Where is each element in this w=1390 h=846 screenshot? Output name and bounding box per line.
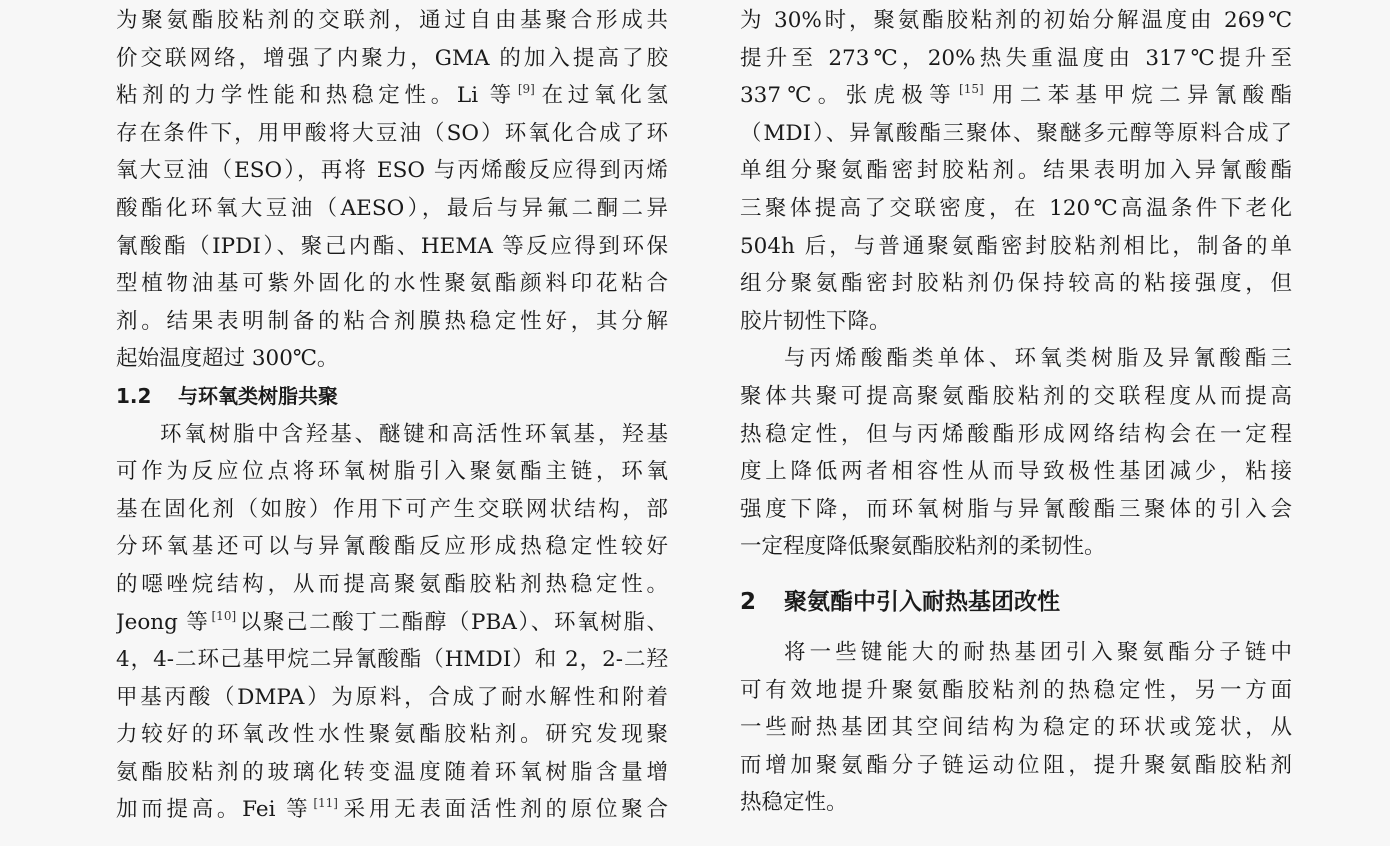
section-spacer — [740, 622, 1292, 634]
citation-ref[interactable]: [10] — [211, 608, 237, 623]
citation-ref[interactable]: [11] — [313, 796, 338, 811]
text-line: 度上降低两者相容性从而导致极性基团减少，粘接 — [740, 459, 1292, 485]
text-line: 胶片韧性下降。 — [740, 308, 891, 334]
text-line: 可有效地提升聚氨酯胶粘剂的热稳定性，另一方面 — [740, 677, 1292, 703]
paragraph — [116, 416, 668, 830]
text-line: 为聚氨酯胶粘剂的交联剂，通过自由基聚合形成共 — [116, 8, 668, 33]
paragraph — [116, 2, 668, 378]
section-spacer — [740, 566, 1292, 582]
text-segment: 加而提高。Fei 等 — [116, 797, 312, 823]
text-line: 氰酸酯（IPDI）、聚己内酯、HEMA 等反应得到环保 — [116, 233, 668, 259]
section-number: 1.2 — [116, 383, 152, 408]
text-line: （MDI）、异氰酸酯三聚体、聚醚多元醇等原料合成了 — [740, 120, 1292, 146]
text-line — [116, 791, 668, 829]
text-line: 型植物油基可紫外固化的水性聚氨酯颜料印花粘合 — [116, 271, 668, 297]
text-segment: 337℃。张虎极等 — [740, 83, 958, 109]
text-line: 聚体共聚可提高聚氨酯胶粘剂的交联程度从而提高 — [740, 383, 1292, 409]
text-line: 而增加聚氨酯分子链运动位阻，提升聚氨酯胶粘剂 — [740, 752, 1292, 778]
text-segment: 粘剂的力学性能和热稳定性。Li 等 — [116, 83, 516, 109]
text-line: 将一些键能大的耐热基团引入聚氨酯分子链中 — [784, 639, 1292, 665]
citation-ref[interactable]: [9] — [517, 82, 535, 97]
text-line: 为 30%时，聚氨酯胶粘剂的初始分解温度由 269℃ — [740, 8, 1292, 33]
paragraph — [740, 340, 1292, 566]
text-line: 分环氧基还可以与异氰酸酯反应形成热稳定性较好 — [116, 534, 668, 560]
text-line: 与丙烯酸酯类单体、环氧类树脂及异氰酸酯三 — [784, 346, 1292, 372]
text-line: 价交联网络，增强了内聚力，GMA 的加入提高了胶 — [116, 45, 668, 71]
text-line: 4，4-二环己基甲烷二异氰酸酯（HMDI）和 2，2-二羟 — [116, 647, 668, 673]
text-line: 酸酯化环氧大豆油（AESO），最后与异氟二酮二异 — [116, 195, 668, 221]
text-line: 单组分聚氨酯密封胶粘剂。结果表明加入异氰酸酯 — [740, 158, 1292, 184]
right-column — [740, 2, 1292, 822]
text-line: 甲基丙酸（DMPA）为原料，合成了耐水解性和附着 — [116, 684, 668, 710]
text-line: 力较好的环氧改性水性聚氨酯胶粘剂。研究发现聚 — [116, 722, 668, 748]
paragraph — [740, 2, 1292, 340]
text-line: 剂。结果表明制备的粘合剂膜热稳定性好，其分解 — [116, 308, 668, 334]
text-line: 起始温度超过 300℃。 — [116, 346, 339, 372]
text-line: 环氧树脂中含羟基、醚键和高活性环氧基，羟基 — [160, 421, 668, 447]
text-line: 可作为反应位点将环氧树脂引入聚氨酯主链，环氧 — [116, 459, 668, 485]
text-line: 一些耐热基团其空间结构为稳定的环状或笼状，从 — [740, 715, 1292, 741]
text-segment: 在过氧化氢 — [536, 83, 668, 109]
paragraph — [740, 634, 1292, 822]
text-line: 基在固化剂（如胺）作用下可产生交联网状结构，部 — [116, 496, 668, 522]
text-line — [740, 77, 1292, 115]
text-line: 存在条件下，用甲酸将大豆油（SO）环氧化合成了环 — [116, 120, 668, 146]
text-line: 组分聚氨酯密封胶粘剂仍保持较高的粘接强度，但 — [740, 271, 1292, 297]
text-line: 氧大豆油（ESO），再将 ESO 与丙烯酸反应得到丙烯 — [116, 158, 668, 184]
text-line: 三聚体提高了交联密度，在 120℃高温条件下老化 — [740, 195, 1292, 221]
text-line: 热稳定性，但与丙烯酸酯形成网络结构会在一定程 — [740, 421, 1292, 447]
text-segment: 采用无表面活性剂的原位聚合 — [339, 797, 668, 823]
text-line: 504h 后，与普通聚氨酯密封胶粘剂相比，制备的单 — [740, 233, 1292, 259]
text-segment: Jeong 等 — [116, 609, 210, 635]
text-segment: 用二苯基甲烷二异氰酸酯 — [985, 83, 1292, 109]
text-line: 一定程度降低聚氨酯胶粘剂的柔韧性。 — [740, 534, 1106, 560]
text-line: 的噁唑烷结构，从而提高聚氨酯胶粘剂热稳定性。 — [116, 571, 668, 597]
text-line: 提升至 273℃，20%热失重温度由 317℃提升至 — [740, 45, 1292, 71]
text-segment: 以聚己二酸丁二酯醇（PBA）、环氧树脂、 — [238, 609, 668, 635]
text-line — [116, 77, 668, 115]
section-number: 2 — [740, 588, 757, 615]
section-title: 聚氨酯中引入耐热基团改性 — [784, 588, 1060, 615]
text-line: 强度下降，而环氧树脂与异氰酸酯三聚体的引入会 — [740, 496, 1292, 522]
citation-ref[interactable]: [15] — [959, 82, 984, 97]
text-line: 氨酯胶粘剂的玻璃化转变温度随着环氧树脂含量增 — [116, 759, 668, 785]
left-column — [116, 2, 668, 829]
section-heading-1-2 — [116, 378, 668, 416]
text-line — [116, 604, 668, 642]
section-heading-2 — [740, 582, 1292, 622]
section-title: 与环氧类树脂共聚 — [178, 383, 338, 408]
text-line: 热稳定性。 — [740, 790, 848, 816]
